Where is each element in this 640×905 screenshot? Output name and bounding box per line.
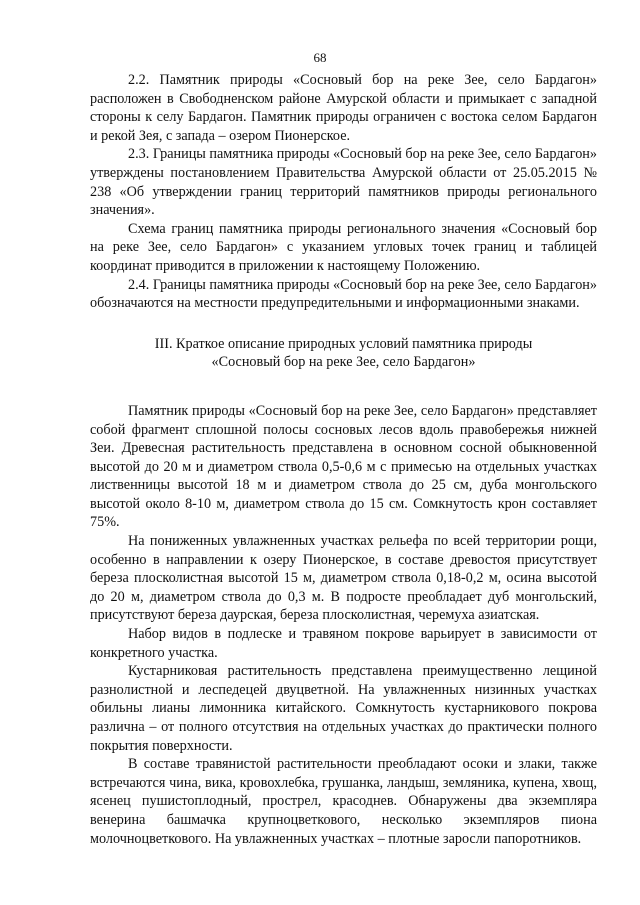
- paragraph-2-2: 2.2. Памятник природы «Сосновый бор на реке Зее, село Бардагон» расположен в Свободненском районе Амурской области и примыкает с западной стороны к селу Бардагон. Памятник природы ограничен с востока селом Бардагон и рекой Зея, с запада – озером Пионерское.: [90, 72, 597, 144]
- paragraph-description-5: В составе травянистой растительности преобладают осоки и злаки, также встречаются чина, вика, кровохлебка, грушанка, ландыш, земляника, купена, хвощ, ясенец пушистоплодный, прострел, красоднев. Обнаружены два экземпляра венерина башмачка крупноцветкового, несколько экземпляров пиона молочноцветкового. На увлажненных участках – плотные заросли папоротников.: [90, 756, 597, 847]
- paragraph-2-4: 2.4. Границы памятника природы «Сосновый бор на реке Зее, село Бардагон» обозначаются на местности предупредительными и информационными знаками.: [90, 276, 597, 312]
- section-heading-line-2: «Сосновый бор на реке Зее, село Бардагон»: [211, 354, 476, 371]
- paragraph-description-1: Памятник природы «Сосновый бор на реке Зее, село Бардагон» представляет собой фрагмент сплошной полосы сосновых лесов вдоль правобережья нижней Зеи. Древесная растительность представлена в основном сосной обыкновенной высотой до 20 м и диаметром ствола 0,5-0,6 м с примесью на отдельных участках лиственницы высотой 18 м и диаметром ствола до 25 см, дуба монгольского высотой около 8-10 м, диаметром ствола до 15 см. Сомкнутость крон составляет 75%.: [90, 402, 597, 531]
- paragraph-description-4: Кустарниковая растительность представлена преимущественно лещиной разнолистной и леспедецей двуцветной. На увлажненных низинных участках обильны лианы лимонника китайского. Сомкнутость кустарникового покрова различна – от полного отсутствия на отдельных участках до практически полного покрытия поверхности.: [90, 663, 597, 754]
- section-heading-line-1: III. Краткое описание природных условий памятника природы: [154, 335, 533, 352]
- page-content: [90, 71, 597, 848]
- page-number: 68: [313, 50, 327, 65]
- section-heading: [90, 335, 597, 372]
- paragraph-description-2: На пониженных увлажненных участках рельефа по всей территории рощи, особенно в направлении к озеру Пионерское, в составе древостоя присутствует береза плосколистная высотой 15 м, диаметром ствола 0,18-0,2 м, осина высотой до 20 м, диаметром ствола до 0,3 м. В подросте преобладает дуб монгольский, присутствуют береза даурская, береза плосколистная, черемуха азиатская.: [90, 533, 597, 624]
- paragraph-2-3: 2.3. Границы памятника природы «Сосновый бор на реке Зее, село Бардагон» утверждены постановлением Правительства Амурской области от 25.05.2015 № 238 «Об утверждении границ территорий памятников природы регионального значения».: [90, 146, 597, 219]
- paragraph-boundary-scheme: Схема границ памятника природы регионального значения «Сосновый бор на реке Зее, село Бардагон» с указанием угловых точек границ и таблицей координат приводится в приложении к настоящему Положению.: [90, 220, 597, 274]
- paragraph-description-3: Набор видов в подлеске и травяном покрове варьирует в зависимости от конкретного участка.: [90, 626, 597, 661]
